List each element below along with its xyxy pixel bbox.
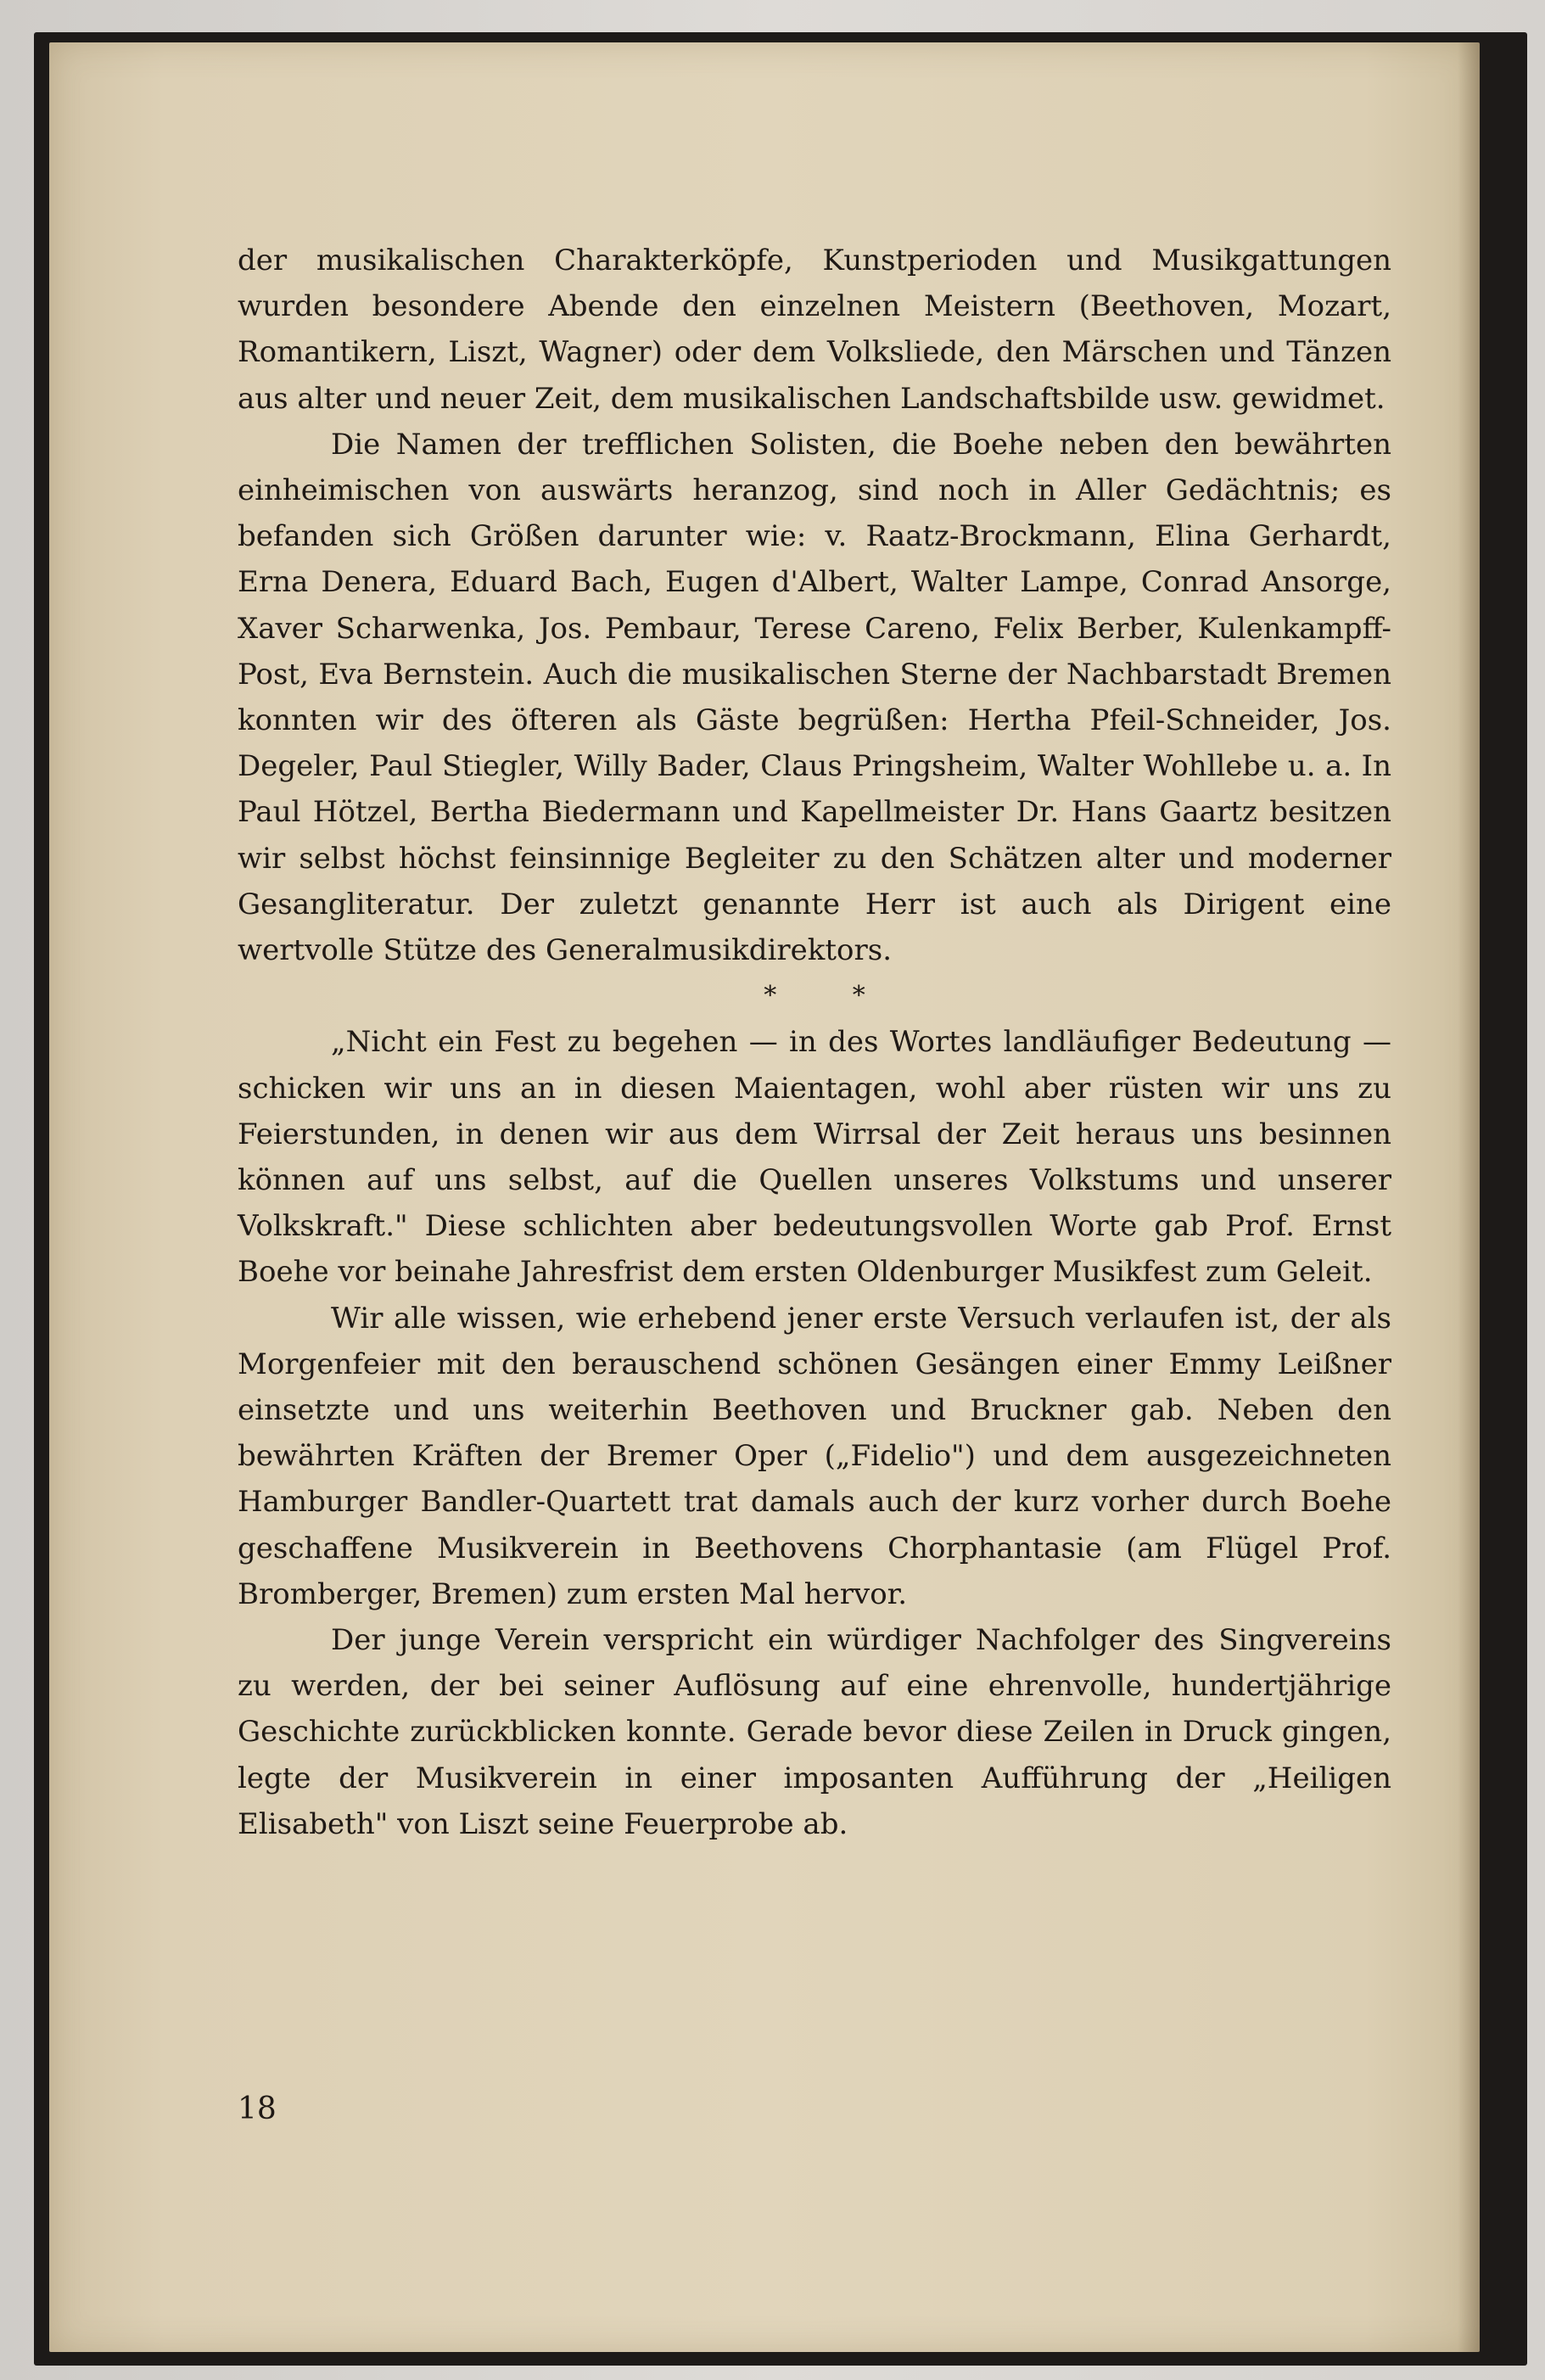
paragraph-erster-versuch: Wir alle wissen, wie erhebend jener erste Versuch verlaufen ist, der als Morgenfeier mit den berauschend schönen Gesängen einer Emmy Leißner einsetzte und uns weiterhin Beethoven und Bruckner gab. Neben den bewährten Kräften der Bremer Oper („Fidelio") und dem ausgezeichneten Hamburger Bandler-Quartett trat damals auch der kurz vorher durch Boehe geschaffene Musikverein in Beethovens Chorphantasie (am Flügel Prof. Bromberger, Bremen) zum ersten Mal hervor. — [238, 1301, 1391, 1611]
section-separator: * * — [764, 981, 899, 1011]
body-text — [238, 238, 1391, 1847]
page-number: 18 — [238, 2092, 277, 2126]
paragraph-nicht-ein-fest: „Nicht ein Fest zu begehen — in des Wortes landläufiger Bedeutung — schicken wir uns an in diesen Maientagen, wohl aber rüsten wir uns zu Feierstunden, in denen wir aus dem Wirrsal der Zeit heraus uns besinnen können auf uns selbst, auf die Quellen unseres Volkstums und unserer Volkskraft." Diese schlichten aber bedeutungsvollen Worte gab Prof. Ernst Boehe vor beinahe Jahresfrist dem ersten Oldenburger Musikfest zum Geleit. — [238, 1025, 1391, 1290]
page-spine-shadow — [1458, 42, 1480, 2352]
paragraph-solisten: Die Namen der trefflichen Solisten, die Boehe neben den bewährten einheimischen von auswärts heranzog, sind noch in Aller Gedächtnis; es befanden sich Größen darunter wie: v. Raatz-Brockmann, Elina Gerhardt, Erna Denera, Eduard Bach, Eugen d'Albert, Walter Lampe, Conrad Ansorge, Xaver Scharwenka, Jos. Pembaur, Terese Careno, Felix Berber, Kulenkampff-Post, Eva Bernstein. Auch die musikalischen Sterne der Nachbarstadt Bremen konnten wir des öfteren als Gäste begrüßen: Hertha Pfeil-Schneider, Jos. Degeler, Paul Stiegler, Willy Bader, Claus Pringsheim, Walter Wohllebe u. a. In Paul Hötzel, Bertha Biedermann und Kapellmeister Dr. Hans Gaartz besitzen wir selbst höchst feinsinnige Begleiter zu den Schätzen alter und moderner Gesangliteratur. Der zuletzt genannte Herr ist auch als Dirigent eine wertvolle Stütze des Generalmusikdirektors. — [238, 427, 1391, 968]
paragraph-charakterkoepfe: der musikalischen Charakterköpfe, Kunstperioden und Musikgattungen wurden besondere Abende den einzelnen Meistern (Beethoven, Mozart, Romantikern, Liszt, Wagner) oder dem Volksliede, den Märschen und Tänzen aus alter und neuer Zeit, dem musikalischen Landschaftsbilde usw. gewidmet. — [238, 244, 1391, 416]
paragraph-junger-verein: Der junge Verein verspricht ein würdiger Nachfolger des Singvereins zu werden, der bei seiner Auflösung auf eine ehrenvolle, hundertjährige Geschichte zurückblicken konnte. Gerade bevor diese Zeilen in Druck gingen, legte der Musikverein in einer imposanten Aufführung der „Heiligen Elisabeth" von Liszt seine Feuerprobe ab. — [238, 1623, 1391, 1841]
